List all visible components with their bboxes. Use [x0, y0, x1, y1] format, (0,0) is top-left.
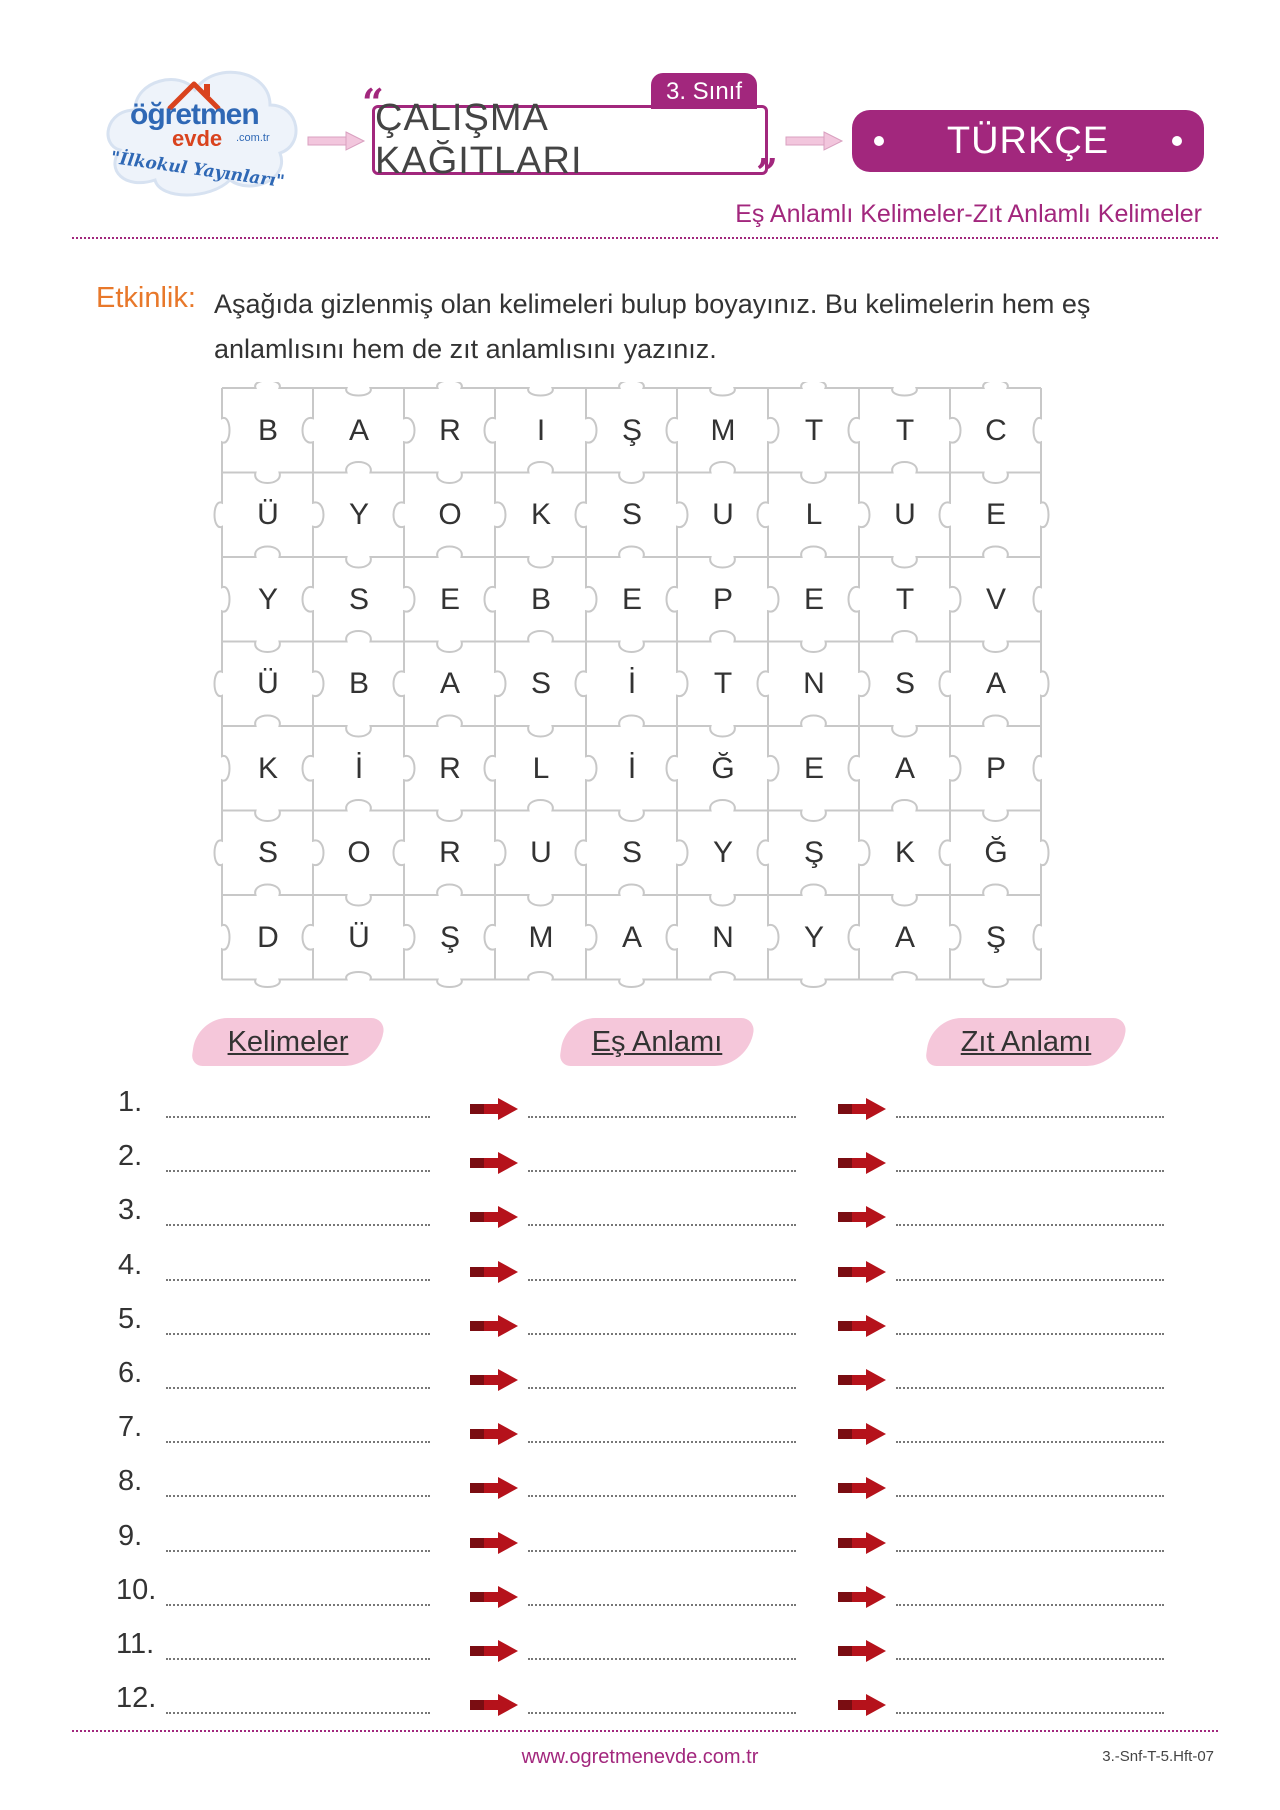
logo-wordmark: öğretmen [130, 98, 259, 131]
antonym-answer-line[interactable] [896, 1493, 1164, 1497]
red-arrow-icon [468, 1532, 520, 1554]
footer-divider [72, 1730, 1218, 1732]
puzzle-letter[interactable]: Ğ [984, 836, 1008, 869]
footer-code: 3.-Snf-T-5.Hft-07 [1102, 1748, 1214, 1765]
activity-instructions: Aşağıda gizlenmiş olan kelimeleri bulup boyayınız. Bu kelimelerin hem eş anlamlısını hem de zıt anlamlısını yazınız. [214, 289, 1091, 364]
red-arrow-icon [468, 1477, 520, 1499]
red-arrow-icon [468, 1098, 520, 1120]
synonym-answer-line[interactable] [528, 1548, 796, 1552]
puzzle-letter[interactable]: B [348, 667, 369, 700]
puzzle-letter[interactable]: Y [712, 836, 733, 869]
antonym-answer-line[interactable] [896, 1222, 1164, 1226]
puzzle-letter[interactable]: D [257, 920, 279, 954]
antonym-answer-line[interactable] [896, 1385, 1164, 1389]
header-divider [72, 237, 1218, 239]
antonym-answer-line[interactable] [896, 1331, 1164, 1335]
puzzle-letter[interactable]: N [803, 667, 825, 700]
puzzle-letter[interactable]: İ [354, 751, 364, 785]
red-arrow-icon [836, 1261, 888, 1283]
footer-url[interactable]: www.ogretmenevde.com.tr [521, 1746, 759, 1768]
puzzle-letter[interactable]: V [985, 582, 1006, 616]
row-number: 7. [118, 1411, 143, 1444]
puzzle-letter[interactable]: O [347, 836, 371, 869]
synonym-answer-line[interactable] [528, 1222, 796, 1226]
puzzle-letter[interactable]: Ğ [711, 751, 735, 785]
red-arrow-icon [836, 1206, 888, 1228]
red-arrow-icon [468, 1694, 520, 1716]
puzzle-letter[interactable]: E [439, 582, 460, 616]
puzzle-letter[interactable]: Y [803, 920, 824, 954]
puzzle-letter[interactable]: T [895, 582, 915, 616]
puzzle-letter[interactable]: E [621, 582, 642, 616]
antonym-answer-line[interactable] [896, 1710, 1164, 1714]
puzzle-letter[interactable]: S [621, 836, 642, 869]
row-number: 4. [118, 1248, 143, 1281]
antonym-answer-line[interactable] [896, 1168, 1164, 1172]
puzzle-letter[interactable]: T [804, 413, 824, 447]
puzzle-letter[interactable]: U [894, 498, 916, 531]
red-arrow-icon [468, 1423, 520, 1445]
puzzle-letter[interactable]: R [439, 413, 461, 447]
puzzle-letter[interactable]: S [530, 667, 551, 700]
synonym-answer-line[interactable] [528, 1331, 796, 1335]
puzzle-letter[interactable]: M [710, 413, 736, 447]
puzzle-letter[interactable]: S [621, 498, 642, 531]
logo-tagline: "İlkokul Yayınları" [109, 147, 286, 193]
header-arrow-icon [306, 130, 366, 152]
puzzle-letter[interactable]: Ş [621, 413, 642, 447]
red-arrow-icon [468, 1206, 520, 1228]
puzzle-letter[interactable]: A [894, 920, 915, 954]
activity-label: Etkinlik: [96, 282, 196, 314]
word-answer-line[interactable] [166, 1168, 430, 1172]
word-answer-line[interactable] [166, 1710, 430, 1714]
puzzle-letter[interactable]: Ş [803, 836, 824, 869]
row-number: 5. [118, 1302, 143, 1335]
word-answer-line[interactable] [166, 1548, 430, 1552]
puzzle-letter[interactable]: O [438, 498, 462, 531]
red-arrow-icon [836, 1098, 888, 1120]
synonym-answer-line[interactable] [528, 1710, 796, 1714]
puzzle-letter[interactable]: K [257, 751, 278, 785]
puzzle-letter[interactable]: A [439, 667, 460, 700]
row-number: 8. [118, 1465, 143, 1498]
puzzle-letter[interactable]: U [530, 836, 552, 869]
grade-badge: 3. Sınıf [651, 73, 757, 109]
subject-badge [852, 110, 1204, 172]
word-answer-line[interactable] [166, 1439, 430, 1443]
puzzle-letter[interactable]: İ [627, 667, 637, 700]
synonym-answer-line[interactable] [528, 1602, 796, 1606]
topic-title: Eş Anlamlı Kelimeler-Zıt Anlamlı Kelimeler [735, 200, 1202, 228]
synonym-answer-line[interactable] [528, 1439, 796, 1443]
puzzle-letter[interactable]: B [257, 413, 278, 447]
synonym-answer-line[interactable] [528, 1168, 796, 1172]
puzzle-letter[interactable]: U [712, 498, 734, 531]
puzzle-letter[interactable]: S [894, 667, 915, 700]
word-answer-line[interactable] [166, 1331, 430, 1335]
header-arrow-icon [784, 130, 844, 152]
column-header-antonym: Zıt Anlamı [928, 1018, 1124, 1066]
puzzle-letter[interactable]: Y [257, 582, 278, 616]
red-arrow-icon [836, 1477, 888, 1499]
puzzle-letter[interactable]: E [803, 582, 824, 616]
word-answer-line[interactable] [166, 1385, 430, 1389]
red-arrow-icon [836, 1694, 888, 1716]
puzzle-letter[interactable]: R [439, 836, 461, 869]
word-answer-line[interactable] [166, 1602, 430, 1606]
subject-label: TÜRKÇE [946, 119, 1110, 162]
dot-icon [874, 136, 884, 146]
red-arrow-icon [836, 1369, 888, 1391]
red-arrow-icon [468, 1261, 520, 1283]
red-arrow-icon [836, 1532, 888, 1554]
puzzle-letter[interactable]: Ü [257, 667, 279, 700]
puzzle-letter[interactable]: L [805, 498, 823, 531]
worksheet-title: ÇALIŞMA KAĞITLARI [372, 105, 768, 175]
synonym-answer-line[interactable] [528, 1656, 796, 1660]
antonym-answer-line[interactable] [896, 1548, 1164, 1552]
word-answer-line[interactable] [166, 1493, 430, 1497]
puzzle-letter[interactable]: A [621, 920, 642, 954]
antonym-answer-line[interactable] [896, 1277, 1164, 1281]
word-search-puzzle [210, 382, 1054, 998]
open-quote-icon: “ [362, 80, 384, 125]
row-number: 2. [118, 1140, 143, 1173]
antonym-answer-line[interactable] [896, 1439, 1164, 1443]
puzzle-letter[interactable]: Ü [348, 920, 370, 954]
puzzle-letter[interactable]: İ [627, 751, 637, 785]
red-arrow-icon [836, 1586, 888, 1608]
puzzle-letter[interactable]: M [528, 920, 554, 954]
puzzle-letter[interactable]: T [895, 413, 915, 447]
puzzle-letter[interactable]: A [348, 413, 369, 447]
red-arrow-icon [468, 1369, 520, 1391]
row-number: 9. [118, 1519, 143, 1552]
word-answer-line[interactable] [166, 1114, 430, 1118]
puzzle-letter[interactable]: A [894, 751, 915, 785]
puzzle-letter[interactable]: Ş [985, 920, 1006, 954]
row-number: 10. [116, 1573, 157, 1606]
antonym-answer-line[interactable] [896, 1656, 1164, 1660]
row-number: 3. [118, 1194, 143, 1227]
puzzle-letter[interactable]: P [985, 751, 1006, 785]
puzzle-letter[interactable]: A [985, 667, 1006, 700]
puzzle-letter[interactable]: S [348, 582, 369, 616]
synonym-answer-line[interactable] [528, 1385, 796, 1389]
puzzle-letter[interactable]: E [985, 498, 1006, 531]
close-quote-icon: ” [756, 150, 778, 195]
row-number: 1. [118, 1086, 143, 1118]
column-header-synonym: Eş Anlamı [562, 1018, 752, 1066]
puzzle-letter[interactable]: L [532, 751, 550, 785]
red-arrow-icon [468, 1586, 520, 1608]
synonym-answer-line[interactable] [528, 1114, 796, 1118]
puzzle-letter[interactable]: Y [348, 498, 369, 531]
column-header-words: Kelimeler [194, 1018, 382, 1066]
row-number: 11. [116, 1628, 155, 1660]
red-arrow-icon [836, 1640, 888, 1662]
red-arrow-icon [836, 1152, 888, 1174]
puzzle-letter[interactable]: K [894, 836, 915, 869]
synonym-answer-line[interactable] [528, 1493, 796, 1497]
red-arrow-icon [468, 1315, 520, 1337]
puzzle-letter[interactable]: I [536, 413, 546, 447]
puzzle-letter[interactable]: E [803, 751, 824, 785]
word-answer-line[interactable] [166, 1656, 430, 1660]
puzzle-letter[interactable]: N [712, 920, 734, 954]
row-number: 12. [116, 1682, 157, 1715]
synonym-answer-line[interactable] [528, 1277, 796, 1281]
logo-domain: .com.tr [236, 132, 270, 144]
puzzle-letter[interactable]: R [439, 751, 461, 785]
puzzle-letter[interactable]: Ü [257, 498, 279, 531]
puzzle-letter[interactable]: B [530, 582, 551, 616]
red-arrow-icon [836, 1423, 888, 1445]
puzzle-letter[interactable]: P [712, 582, 733, 616]
red-arrow-icon [836, 1315, 888, 1337]
puzzle-letter[interactable]: T [713, 667, 733, 700]
dot-icon [1172, 136, 1182, 146]
red-arrow-icon [468, 1640, 520, 1662]
antonym-answer-line[interactable] [896, 1602, 1164, 1606]
puzzle-letter[interactable]: K [530, 498, 551, 531]
antonym-answer-line[interactable] [896, 1114, 1164, 1118]
red-arrow-icon [468, 1152, 520, 1174]
row-number: 6. [118, 1357, 143, 1389]
word-answer-line[interactable] [166, 1277, 430, 1281]
word-answer-line[interactable] [166, 1222, 430, 1226]
puzzle-letter[interactable]: S [257, 836, 278, 869]
puzzle-letter[interactable]: Ş [439, 920, 460, 954]
logo-wordmark-evde: evde [172, 126, 223, 151]
puzzle-letter[interactable]: C [985, 413, 1007, 447]
